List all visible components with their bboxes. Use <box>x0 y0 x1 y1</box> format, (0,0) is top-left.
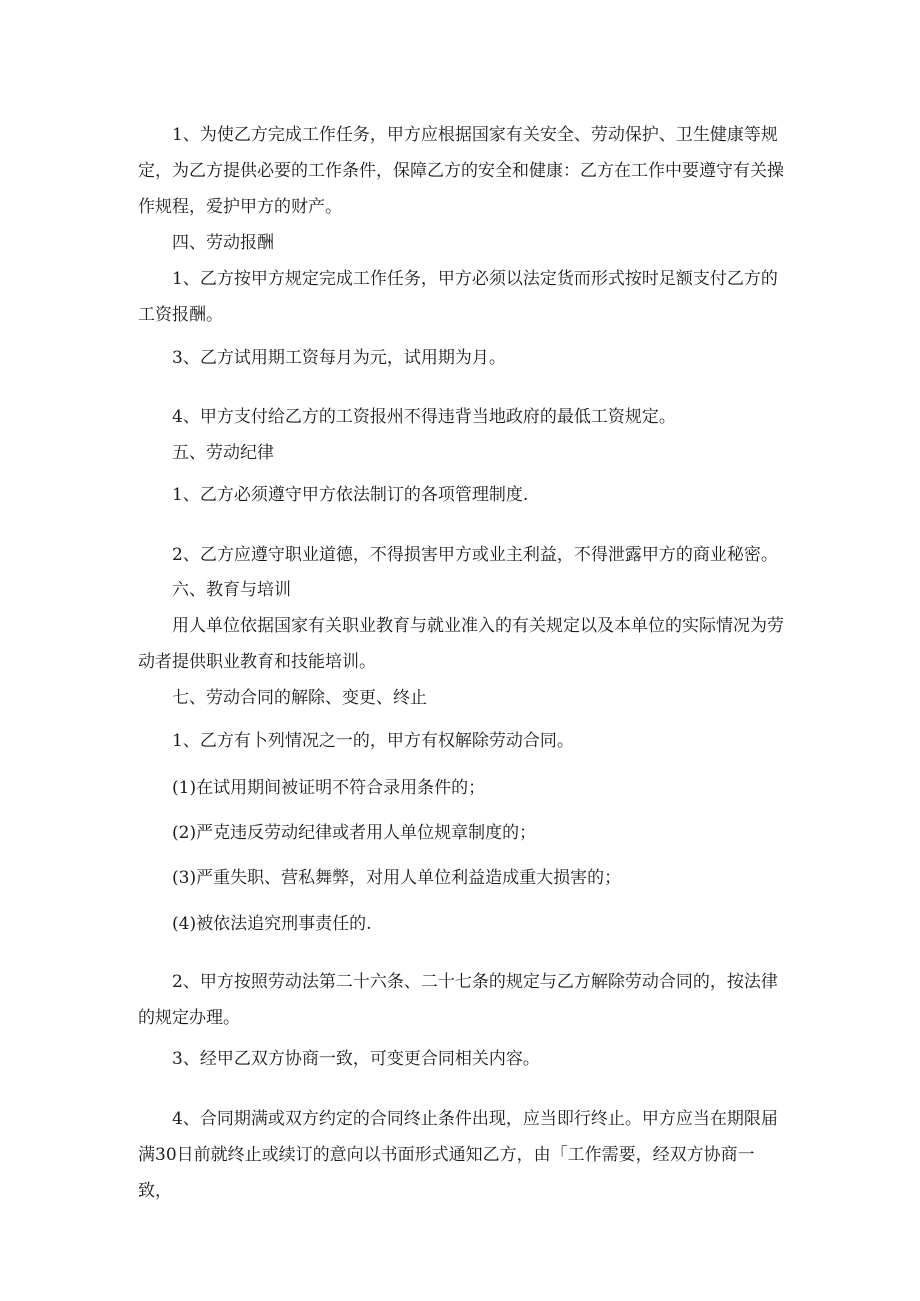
list-item-3: (3)严重失职、营私舞弊，对用人单位利益造成重大损害的； <box>172 868 622 888</box>
list-item-1: (1)在试用期间被证明不符合录用条件的； <box>172 778 486 798</box>
clause-ethics: 2、乙方应遵守职业道德，不得损害甲方或业主利益，不得泄露甲方的商业秘密。 <box>172 545 778 565</box>
clause-minimum-wage: 4、甲方支付给乙方的工资报州不得违背当地政府的最低工资规定。 <box>172 407 676 427</box>
list-item-4: (4)被依法追究刑事责任的. <box>172 914 372 934</box>
section-heading-discipline: 五、劳动纪律 <box>172 443 274 463</box>
clause-wage-payment: 1、乙方按甲方规定完成工作任务，甲方必须以法定货而形式按时足额支付乙方的工资报酬。 <box>138 269 778 325</box>
list-item-2: (2)严克违反劳动纪律或者用人单位规章制度的； <box>172 823 537 843</box>
section-heading-training: 六、教育与培训 <box>172 580 291 600</box>
clause-training: 用人单位依据国家有关职业教育与就业准入的有关规定以及本单位的实际情况为劳动者提供职业教育和技能培训。 <box>138 616 784 672</box>
clause-work-conditions: 1、为使乙方完成工作任务，甲方应根据国家有关安全、劳动保护、卫生健康等规定，为乙方提供必要的工作条件，保障乙方的安全和健康：乙方在工作中要遵守有关操作规程，爱护甲方的财产。 <box>138 125 784 217</box>
clause-amendment: 3、经甲乙双方协商一致，可变更合同相关内容。 <box>172 1049 540 1069</box>
clause-termination-conditions: 1、乙方有卜列情况之一的，甲方有权解除劳动合同。 <box>172 731 574 751</box>
clause-probation-wage: 3、乙方试用期工资每月为元，试用期为月。 <box>172 348 506 368</box>
section-heading-remuneration: 四、劳动报酬 <box>172 233 274 253</box>
clause-labor-law: 2、甲方按照劳动法第二十六条、二十七条的规定与乙方解除劳动合同的，按法律的规定办理。 <box>138 972 778 1028</box>
clause-expiry: 4、合同期满或双方约定的合同终止条件出现，应当即行终止。甲方应当在期限届满30日前就终止或续订的意向以书面形式通知乙方，由「工作需要，经双方协商一致， <box>138 1109 778 1201</box>
section-heading-termination: 七、劳动合同的解除、变更、终止 <box>172 688 427 708</box>
clause-rules: 1、乙方必须遵守甲方依法制订的各项管理制度. <box>172 485 529 505</box>
